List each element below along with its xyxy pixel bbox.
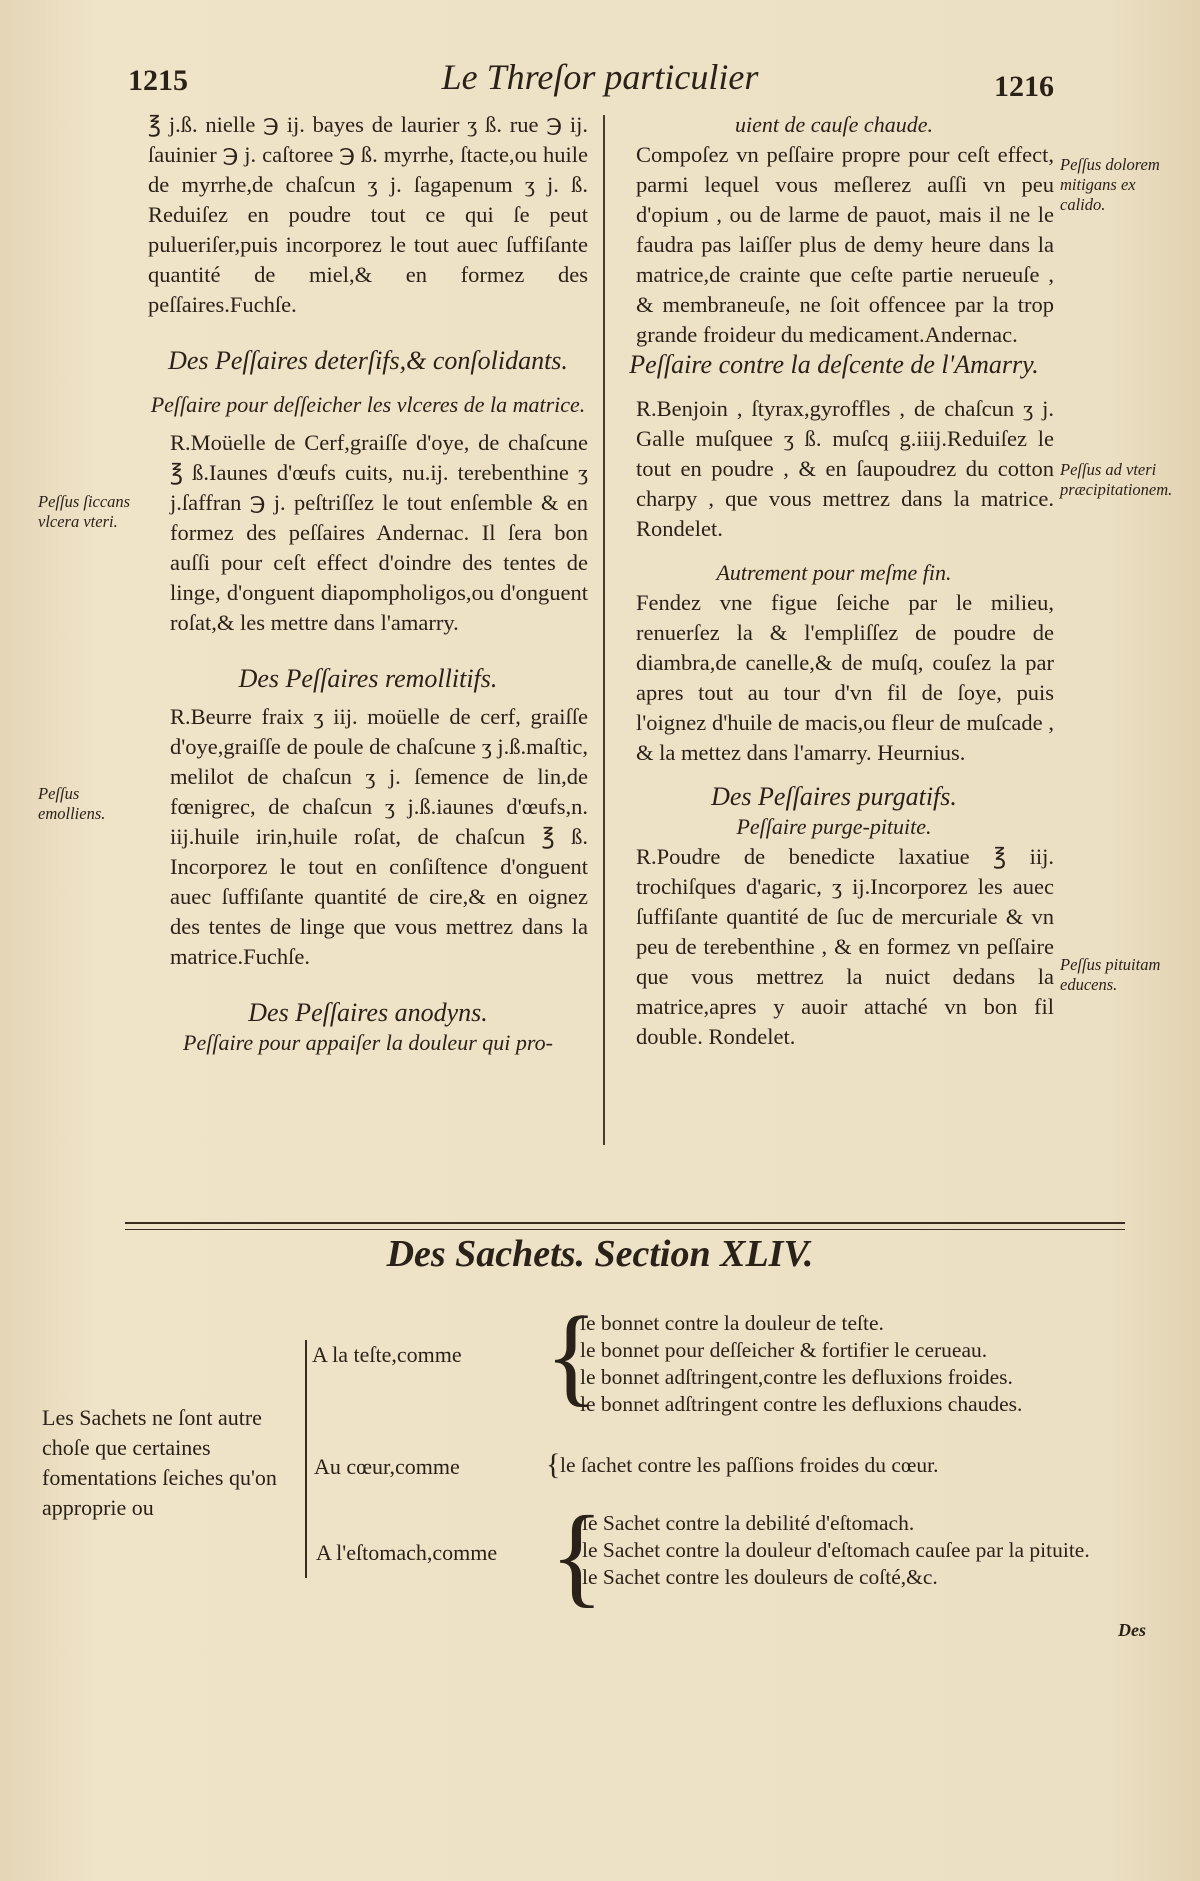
subheading-dessecher-vlceres: Peſſaire pour deſſeicher les vlceres de la matrice. [150,392,586,417]
section-rule [125,1222,1125,1230]
section-title: Des Sachets. Section XLIV. [386,1233,814,1275]
branch-coeur: Au cœur,comme [314,1454,460,1479]
margin-note-dolorem: Peſſus dolorem mitigans ex calido. [1060,155,1160,214]
left-column [148,110,588,1058]
right-paragraph-3: Fendez vne figue ſeiche par le milieu, renuerſez la & l'empliſſez de poudre de diambra,de canelle,& de muſq, couſez la par apres tout au tour d'vn fil de ſoye, puis l'oignez d'huile de macis,ou fleur de muſcade , & la mettez dans l'amarry. Heurnius. [636,590,1054,765]
heading-pessaires-anodyns: Des Peſſaires anodyns. [248,998,488,1027]
left-paragraph-1: ℥ j.ß. nielle ℈ ij. bayes de laurier ʒ ß. rue ℈ ij. ſauinier ℈ j. caſtoree ℈ ß. myrrhe, ſtacte,ou huile de myrrhe,de chaſcun ʒ j. ſagapenum ʒ j. ß. Reduiſez en poudre tout ce qui ſe peut pulueriſer,puis incorporez le tout auec ſuffiſante quantité de miel,& en formez des peſſaires.Fuchſe. [148,112,588,317]
margin-note-emolliens: Peſſus emolliens. [38,784,106,823]
running-title: Le Threſor particulier [441,57,759,97]
list-item: le bonnet adſtringent contre les defluxions chaudes. [580,1392,1023,1416]
list-item: le bonnet pour deſſeicher & fortifier le cerueau. [580,1338,988,1362]
heading-pessaires-remollitifs: Des Peſſaires remollitifs. [238,664,498,693]
subheading-appaiser-douleur: Peſſaire pour appaiſer la douleur qui pro- [183,1030,553,1055]
list-item: le bonnet adſtringent,contre les defluxions froides. [580,1365,1013,1389]
heading-descente-amarry: Peſſaire contre la deſcente de l'Amarry. [629,350,1039,379]
page-number-right: 1216 [994,70,1054,103]
branch-teste: A la teſte,comme [312,1342,462,1367]
subheading-purge-pituite: Peſſaire purge-pituite. [736,814,932,839]
list-coeur [560,1452,1140,1479]
subheading-cause-chaude: uient de cauſe chaude. [735,112,933,137]
list-item: le ſachet contre les paſſions froides du cœur. [560,1453,939,1477]
right-column [614,110,1054,1052]
subheading-autrement: Autrement pour meſme fin. [716,560,952,585]
list-item: le bonnet contre la douleur de teſte. [580,1311,884,1335]
list-item: le Sachet contre les douleurs de coſté,&c. [582,1565,938,1589]
sachets-intro: Les Sachets ne ſont autre choſe que certaines fomentations ſeiches qu'on approprie ou [42,1405,277,1520]
heading-pessaires-purgatifs: Des Peſſaires purgatifs. [711,782,957,811]
list-item: le Sachet contre la debilité d'eſtomach. [582,1511,915,1535]
left-paragraph-2: R.Moüelle de Cerf,graiſſe d'oye, de chaſcune ℥ ß.Iaunes d'œufs cuits, nu.ij. terebenthine ʒ j.ſaffran ℈ j. peſtriſſez le tout enſemble & en formez des peſſaires Andernac. Il ſera bon auſſi pour ceſt effect d'oindre des tentes de linge, d'onguent diapompholigos,ou d'onguent roſat,& les mettre dans l'amarry. [170,430,588,635]
brace-teste: { [545,1294,598,1416]
right-paragraph-2: R.Benjoin , ſtyrax,gyroffles , de chaſcun ʒ j. Galle muſquee ʒ ß. muſcq g.iiij.Reduiſez le tout en poudre , & en ſaupoudrez du cotton charpy , que vous mettrez dans la matrice. Rondelet. [636,396,1054,541]
list-teste [580,1310,1140,1418]
margin-note-siccans: Peſſus ſiccans vlcera vteri. [38,492,131,531]
brace-estomach: { [550,1494,604,1618]
list-item: le Sachet contre la douleur d'eſtomach cauſee par la pituite. [582,1538,1090,1562]
right-paragraph-4: R.Poudre de benedicte laxatiue ℥ iij. trochiſques d'agaric, ʒ ij.Incorporez les auec ſuffiſante quantité de ſuc de mercuriale & vn peu de terebenthine , & en formez vn peſſaire que vous mettrez la nuict dedans la matrice,apres y auoir attaché vn bon fil double. Rondelet. [636,844,1054,1049]
margin-note-pituitam: Peſſus pituitam educens. [1060,955,1161,994]
column-separator [603,115,605,1145]
branch-estomach: A l'eſtomach,comme [316,1540,498,1565]
page-number-left: 1215 [128,64,188,97]
left-paragraph-3: R.Beurre fraix ʒ iij. moüelle de cerf, graiſſe d'oye,graiſſe de poule de chaſcune ʒ j.ß.maſtic, melilot de chaſcun ʒ j. ſemence de lin,de fœnigrec, de chaſcun ʒ j.ß.iaunes d'œufs,n. iij.huile irin,huile roſat, de chaſcun ℥ ß. Incorporez le tout en conſiſtence d'onguent auec ſuffiſante quantité de cire,& en oignez des tentes de linge que vous mettrez dans la matrice.Fuchſe. [170,704,588,969]
margin-note-praecipitationem: Peſſus ad vteri præcipitationem. [1060,460,1173,499]
right-paragraph-1: Compoſez vn peſſaire propre pour ceſt effect, parmi lequel vous meſlerez auſſi vn peu d'opium , ou de larme de pauot, mais il ne le faudra pas laiſſer plus de demy heure dans la matrice,de crainte que ceſte partie nerueuſe , & membraneuſe, ne ſoit offencee par la trop grande froideur du medicament.Andernac. [636,142,1054,347]
page-header [0,52,1200,102]
brace-coeur: { [546,1448,561,1481]
list-estomach [582,1510,1162,1591]
catchword: Des [1118,1620,1146,1640]
heading-pessaires-detersifs: Des Peſſaires deterſifs,& conſolidants. [168,346,568,375]
